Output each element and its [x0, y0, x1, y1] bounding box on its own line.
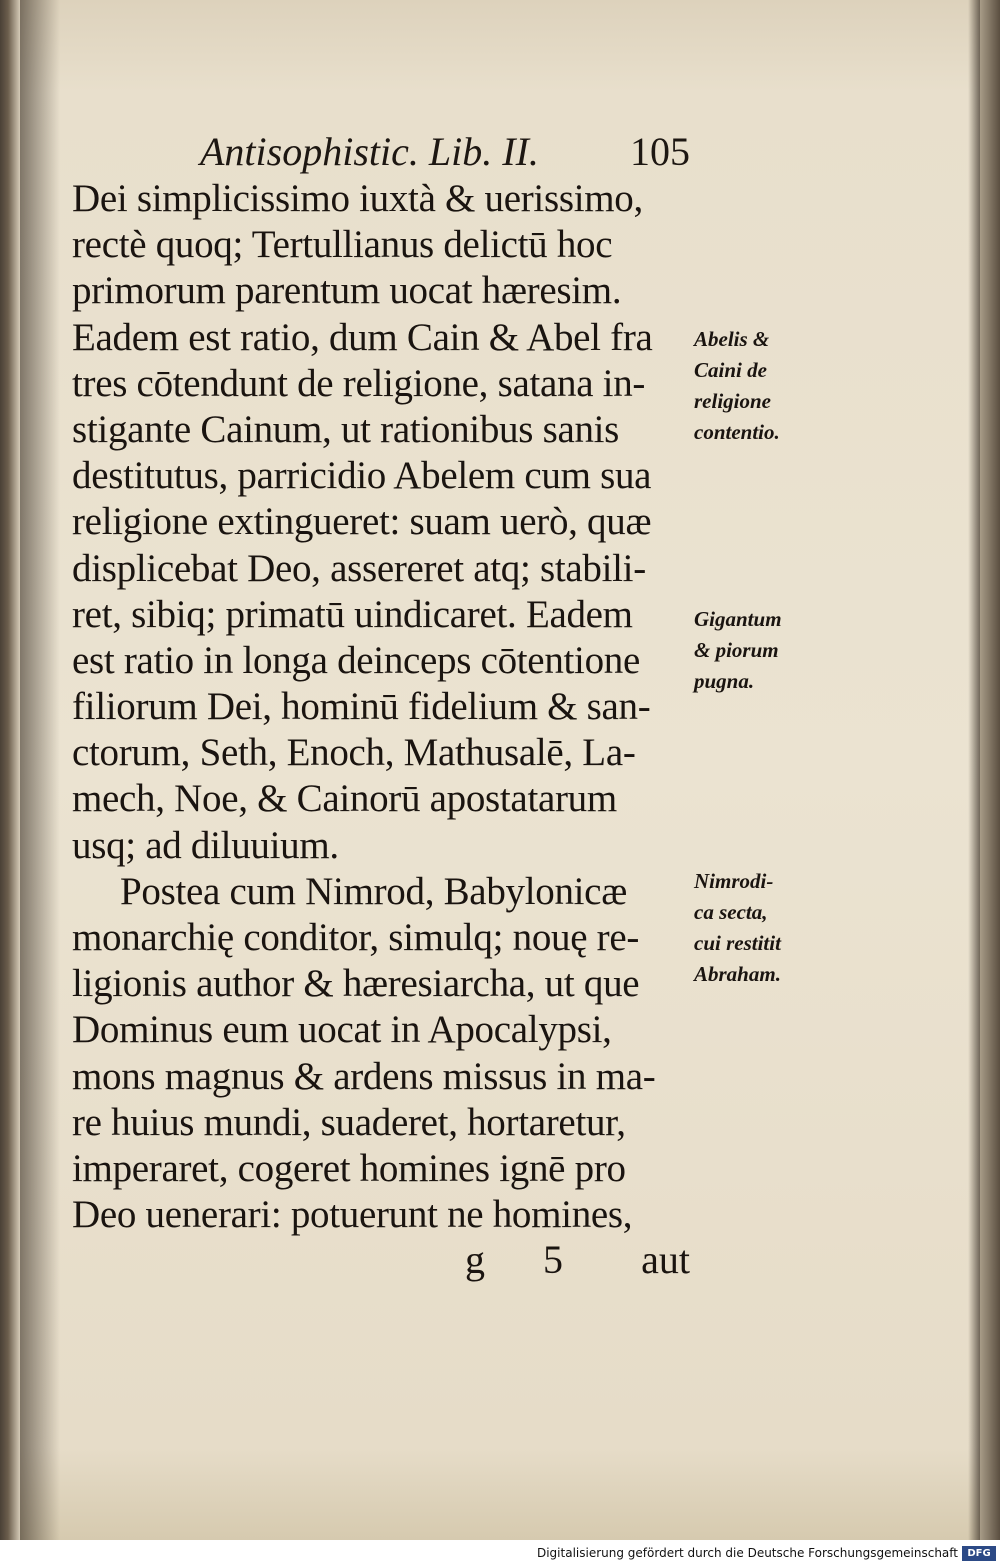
text-line: re huius mundi, suaderet, hortaretur,: [72, 1100, 626, 1144]
funding-credit: Digitalisierung gefördert durch die Deutsche Forschungsgemeinschaft: [536, 1546, 958, 1560]
marginal-line: & piorum: [694, 638, 779, 662]
catchword-line: [465, 1236, 690, 1286]
page-number: 105: [630, 129, 690, 174]
running-title: Antisophistic. Lib. II.: [200, 129, 539, 174]
marginal-line: Abelis &: [694, 327, 770, 351]
text-line: Dei simplicissimo iuxtà & uerissimo,: [72, 177, 643, 220]
text-line: filiorum Dei, hominū fidelium & san-: [72, 685, 651, 729]
marginal-line: Gigantum: [694, 607, 782, 631]
spine-shadow: [20, 0, 60, 1540]
text-line: Postea cum Nimrod, Babylonicæ: [120, 869, 627, 913]
marginal-line: cui restitit: [694, 931, 781, 955]
marginal-line: Abraham.: [694, 962, 781, 986]
marginal-line: ca secta,: [694, 900, 768, 924]
text-line: Deo uenerari: potuerunt ne homines,: [72, 1193, 633, 1237]
text-line: Dominus eum uocat in Apocalypsi,: [72, 1008, 612, 1052]
text-line: usq; ad diluuium.: [72, 823, 339, 867]
marginal-line: pugna.: [694, 669, 755, 693]
dfg-logo-icon: DFG: [962, 1546, 996, 1561]
marginal-line: Caini de: [694, 358, 767, 382]
marginal-note: [694, 324, 834, 448]
text-line: rectè quoq; Tertullianus delictū hoc: [72, 223, 613, 267]
signature-mark: g 5: [465, 1237, 587, 1282]
text-line: primorum parentum uocat hæresim.: [72, 269, 622, 313]
body-text: [72, 176, 692, 1238]
text-line: Eadem est ratio, dum Cain & Abel fra: [72, 315, 653, 359]
text-line: destitutus, parricidio Abelem cum sua: [72, 454, 652, 498]
text-line: religione extingueret: suam uerò, quæ: [72, 500, 652, 544]
digitization-footer: [0, 1540, 1000, 1566]
text-line: est ratio in longa deinceps cōtentione: [72, 638, 641, 682]
text-line: tres cōtendunt de religione, satana in-: [72, 361, 646, 405]
marginal-note: [694, 866, 834, 990]
text-line: ctorum, Seth, Enoch, Mathusalē, La-: [72, 731, 636, 775]
text-line: displicebat Deo, assereret atq; stabili-: [72, 546, 646, 590]
page-edge: [968, 0, 980, 1540]
text-line: mons magnus & ardens missus in ma-: [72, 1054, 656, 1098]
marginal-note: [694, 604, 834, 697]
marginal-line: contentio.: [694, 420, 780, 444]
catchword: aut: [641, 1237, 690, 1282]
running-header: [200, 128, 690, 172]
text-line: monarchię conditor, simulq; nouę re-: [72, 916, 640, 959]
text-line: imperaret, cogeret homines ignē pro: [72, 1146, 626, 1190]
marginal-line: religione: [694, 389, 771, 413]
text-line: ligionis author & hæresiarcha, ut que: [72, 962, 640, 1006]
text-line: stigante Cainum, ut rationibus sanis: [72, 407, 620, 451]
text-line: ret, sibiq; primatū uindicaret. Eadem: [72, 592, 633, 636]
marginal-line: Nimrodi-: [694, 869, 774, 893]
text-line: mech, Noe, & Cainorū apostatarum: [72, 777, 617, 821]
